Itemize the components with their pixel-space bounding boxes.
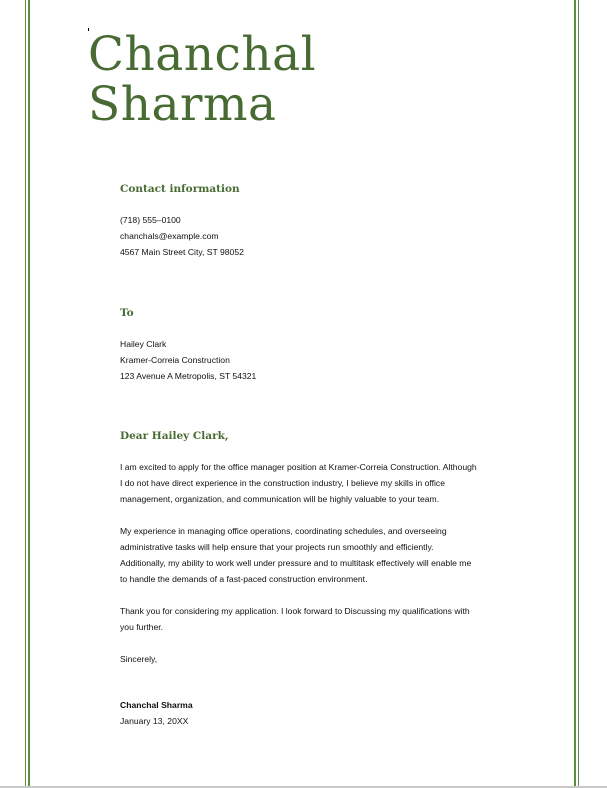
letter-paragraph-2: [120, 523, 510, 587]
paragraph-line: I do not have direct experience in the construction industry, I believe my skills in office: [120, 478, 445, 488]
contact-heading: Contact information: [120, 183, 240, 195]
paragraph-line: Additionally, my ability to work well under pressure and to multitask effectively will enable me: [120, 558, 472, 568]
contact-details: [120, 212, 244, 260]
applicant-name[interactable]: [88, 27, 317, 132]
letter-paragraph-1: [120, 459, 510, 507]
recipient-company: Kramer-Correia Construction: [120, 355, 230, 365]
paragraph-line: My experience in managing office operations, coordinating schedules, and overseeing: [120, 526, 447, 536]
signature-name: Chanchal Sharma: [120, 700, 193, 710]
contact-phone: (718) 555–0100: [120, 215, 181, 225]
paragraph-line: administrative tasks will help ensure that your projects run smoothly and efficiently.: [120, 542, 434, 552]
page-border-right-inner: [574, 0, 576, 786]
paragraph-line: you further.: [120, 622, 163, 632]
recipient-details: [120, 336, 256, 384]
recipient-heading: To: [120, 307, 134, 319]
paragraph-line: to handle the demands of a fast-paced construction environment.: [120, 574, 368, 584]
letter-paragraph-3: [120, 603, 510, 635]
letter-date: January 13, 20XX: [120, 716, 189, 726]
recipient-name: Hailey Clark: [120, 339, 167, 349]
closing-text: Sincerely,: [120, 654, 158, 664]
page-border-left-outer: [25, 0, 26, 786]
applicant-last-name: Sharma: [88, 77, 277, 132]
contact-email: chanchals@example.com: [120, 231, 219, 241]
salutation: Dear Hailey Clark,: [120, 430, 229, 442]
closing: [120, 651, 157, 667]
paragraph-line: Thank you for considering my application. I look forward to Discussing my qualifications with: [120, 606, 470, 616]
paragraph-line: I am excited to apply for the office manager position at Kramer-Correia Construction. Although: [120, 462, 477, 472]
page-border-left-inner: [28, 0, 30, 786]
paragraph-line: management, organization, and communication will be highly valuable to your team.: [120, 494, 440, 504]
signature-block: [120, 697, 193, 729]
applicant-first-name: Chanchal: [88, 27, 317, 82]
recipient-address: 123 Avenue A Metropolis, ST 54321: [120, 371, 257, 381]
page-border-right-outer: [578, 0, 579, 786]
contact-address: 4567 Main Street City, ST 98052: [120, 247, 244, 257]
